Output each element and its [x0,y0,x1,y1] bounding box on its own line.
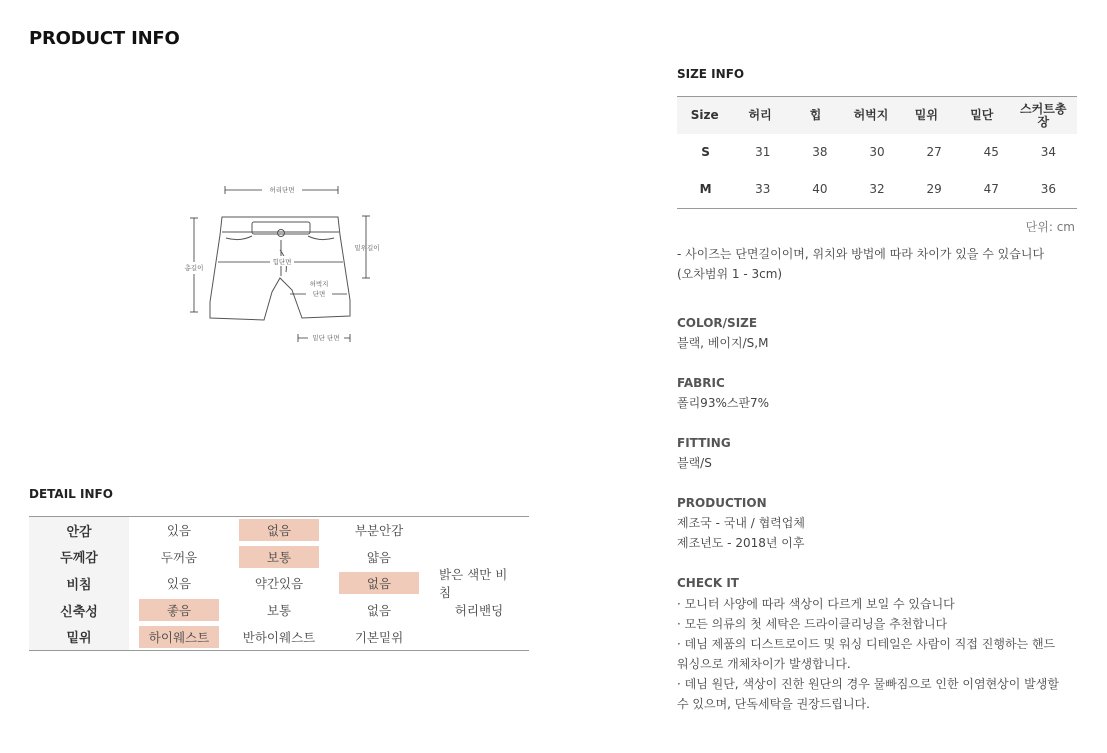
detail-option [329,517,429,544]
fabric-value: 폴리93%스판7% [677,396,770,410]
check-it-line: · 데님 제품의 디스트로이드 및 워싱 디테일은 사람이 직접 진행하는 핸드 [677,637,1056,651]
detail-option [429,567,529,601]
size-column-header: Size [690,108,719,122]
page-title: PRODUCT INFO [29,28,180,49]
size-column-header: 힙 [809,108,822,122]
detail-option [229,597,329,624]
detail-option [329,544,429,571]
detail-option-label: 없음 [339,572,419,594]
color-size-heading: COLOR/SIZE [677,316,758,330]
detail-row [29,597,529,624]
size-row [677,171,1077,208]
size-value: 30 [869,145,885,159]
size-info-heading: SIZE INFO [677,67,745,81]
detail-option-label [439,626,519,648]
detail-row-label: 비침 [29,570,129,597]
waist-label: 허리단면 [269,186,295,194]
detail-option [429,517,529,544]
color-size-value: 블랙, 베이지/S,M [677,336,769,350]
size-column-header: 허리 [748,108,772,122]
detail-option [129,544,229,571]
detail-option-selected [229,544,329,571]
detail-option-label: 부분안감 [354,523,404,539]
detail-option-label: 보통 [266,603,292,619]
detail-row-label: 밑위 [29,623,129,650]
check-it-line: · 모든 의류의 첫 세탁은 드라이클리닝을 추천합니다 [677,617,948,631]
detail-option-label: 허리밴딩 [454,603,504,619]
size-value: 27 [926,145,942,159]
detail-option [329,597,429,624]
size-header-row [677,97,1077,134]
shorts-diagram [180,180,390,350]
size-column-header: 허벅지 [853,108,889,122]
detail-row [29,567,529,601]
detail-option-selected [129,623,229,650]
detail-option-selected [129,597,229,624]
size-column-header: 밑위 [914,108,938,122]
detail-option-label: 없음 [366,603,392,619]
detail-option [129,517,229,544]
size-value: 45 [983,145,999,159]
size-column-header: 스커트총장 [1020,101,1067,129]
size-value: 32 [869,182,885,196]
detail-option-label [439,519,519,541]
size-value: 36 [1040,182,1057,196]
fitting-heading: FITTING [677,436,731,450]
size-note-line-2: (오차범위 1 - 3cm) [677,267,783,281]
detail-option-label: 하이웨스트 [139,626,219,648]
detail-info-heading: DETAIL INFO [29,487,113,501]
detail-option-label: 밝은 색만 비침 [439,567,508,601]
size-label: S [701,145,710,159]
detail-option-label: 없음 [239,519,319,541]
detail-option-label: 있음 [166,576,192,592]
thigh-label-1: 허벅지 [309,280,329,288]
detail-option [429,623,529,650]
check-it-line: 수 있으며, 단독세탁을 권장드립니다. [677,697,870,711]
check-it-line: · 데님 원단, 색상이 진한 원단의 경우 물빠짐으로 인한 이염현상이 발생할 [677,677,1059,691]
detail-row-label: 안감 [29,517,129,544]
size-value: 31 [755,145,771,159]
check-it-line: 워싱으로 개체차이가 발생합니다. [677,657,851,671]
detail-option-label: 반하이웨스트 [242,629,316,645]
size-unit: 단위: cm [1025,220,1075,234]
size-value: 29 [926,182,942,196]
detail-option [329,623,429,650]
production-line-2: 제조년도 - 2018년 이후 [677,536,805,550]
detail-option [229,570,329,597]
size-label: M [699,182,712,196]
size-info-table [677,96,1077,209]
check-it-heading: CHECK IT [677,576,739,590]
detail-option-label: 약간있음 [254,576,304,592]
detail-option-selected [229,517,329,544]
size-value: 40 [812,182,828,196]
size-note-line-1: - 사이즈는 단면길이이며, 위치와 방법에 따라 차이가 있을 수 있습니다 [677,247,1045,261]
total-length-label: 총길이 [184,264,204,272]
fitting-value: 블랙/S [677,456,712,470]
detail-option-label: 얇음 [366,549,392,565]
detail-option-label: 좋음 [139,599,219,621]
detail-option [429,597,529,624]
size-note [677,244,1097,284]
size-row [677,134,1077,171]
size-value: 47 [983,182,999,196]
detail-row [29,623,529,650]
detail-option [229,623,329,650]
detail-option-label: 두꺼움 [160,549,198,565]
detail-option-selected [329,570,429,597]
hem-label: 밑단 단면 [312,334,340,342]
size-value: 38 [812,145,828,159]
detail-row-label: 신축성 [29,597,129,624]
size-value: 34 [1040,145,1057,159]
check-it-line: · 모니터 사양에 따라 색상이 다르게 보일 수 있습니다 [677,597,955,611]
detail-info-table [29,516,529,651]
detail-row [29,517,529,544]
production-line-1: 제조국 - 국내 / 협력업체 [677,516,805,530]
detail-option-label: 있음 [166,523,192,539]
rise-label: 밑위길이 [354,244,380,252]
detail-option-label: 보통 [239,546,319,568]
production-heading: PRODUCTION [677,496,767,510]
detail-row-label: 두께감 [29,544,129,571]
detail-option [129,570,229,597]
detail-option-label: 기본밑위 [354,629,404,645]
size-value: 33 [755,182,771,196]
size-column-header: 밑단 [970,108,994,122]
fabric-heading: FABRIC [677,376,725,390]
thigh-label-2: 단면 [312,290,326,298]
hip-label: 힙단면 [272,258,292,266]
check-it-list [677,594,1097,714]
